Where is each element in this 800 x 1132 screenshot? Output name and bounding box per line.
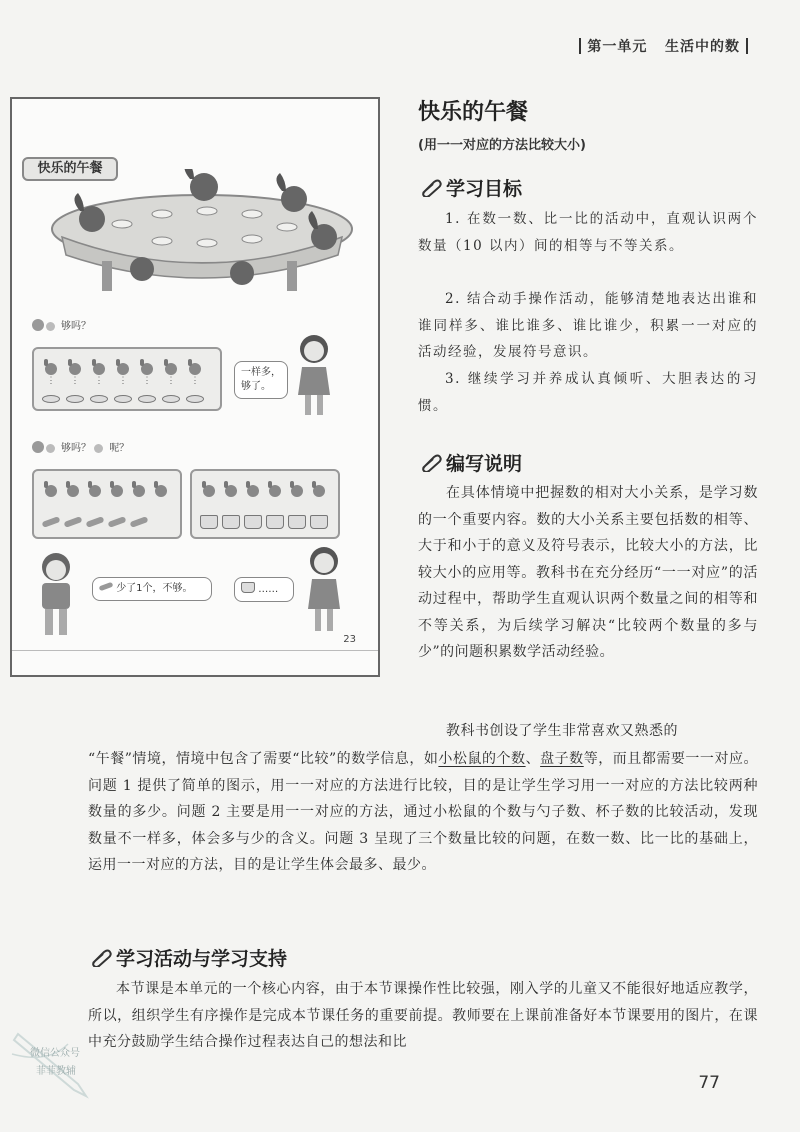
spoon-icon — [86, 516, 105, 528]
squirrel-icon — [186, 359, 204, 377]
plate-icon — [162, 395, 180, 403]
spoon-icon — [64, 516, 83, 528]
spoon-small-icon — [46, 444, 55, 453]
bullet-dot-small-icon — [46, 322, 55, 331]
lesson-subtitle: (用一一对应的方法比较大小) — [418, 138, 586, 153]
plate-icon — [138, 395, 156, 403]
bubble-not-enough-text: 少了1个，不够。 — [116, 583, 193, 594]
goals-heading — [420, 174, 522, 201]
inset-divider — [12, 650, 378, 652]
activities-heading-text: 学习活动与学习支持 — [116, 948, 288, 970]
notes-paragraph-2-first-line: 教科书创设了学生非常喜欢又熟悉的 — [446, 723, 678, 739]
cup-small-icon — [94, 444, 103, 453]
notes-p2-underline-squirrels: 小松鼠的个数 — [438, 751, 526, 767]
squirrel-icon — [162, 359, 180, 377]
watermark-line1: 微信公众号 — [30, 1048, 80, 1059]
notes-paragraph-2 — [88, 746, 758, 879]
squirrel-icon — [222, 481, 240, 499]
bubble-ellipsis-text: …… — [258, 584, 279, 595]
squirrel-icon — [66, 359, 84, 377]
goal-item-1: 1. 在数一数、比一比的活动中，直观认识两个数量（10 以内）间的相等与不等关系。 — [418, 211, 758, 254]
speech-bubble-equal — [234, 361, 288, 399]
spoon-icon — [99, 582, 114, 591]
header-bar-left — [579, 38, 581, 54]
watermark-line2: 菲菲教辅 — [36, 1066, 76, 1077]
cup-icon — [222, 515, 240, 529]
squirrel-icon — [288, 481, 306, 499]
squirrel-icon — [42, 481, 60, 499]
squirrel-icon — [266, 481, 284, 499]
squirrel-icon — [138, 359, 156, 377]
notes-p2-text-a: “午餐”情境，情境中包含了需要“比较”的数学信息，如 — [88, 751, 439, 767]
textbook-inset-page — [10, 97, 380, 677]
paperclip-icon — [420, 454, 442, 472]
header-section: 生活中的数 — [665, 39, 740, 55]
squirrel-icon — [108, 481, 126, 499]
question-2 — [32, 439, 129, 454]
spoon-icon — [42, 516, 61, 528]
squirrel-icon — [244, 481, 262, 499]
cup-icon — [200, 515, 218, 529]
squirrel-icon — [90, 359, 108, 377]
goals-heading-text: 学习目标 — [446, 178, 523, 200]
squirrel-spoon-panel — [32, 469, 182, 539]
notes-p2-text-b: 等，而且都需要一一对应。问题 1 提供了简单的图示，用一一对应的方法进行比较，目的是让学生学习用一一对应的方法比较两种数量的多少。问题 2 主要是用一一对应的方法，通过小松鼠的个数与勺子数、杯子数的比较活动，发现数量不一样多，体会多与少的含义。问题 3 呈现了三个数量比较的问题，在数一数、比一比的基础上，运用一一对应的方法，目的是让学生体会最多、最少。 — [88, 751, 759, 873]
lesson-title: 快乐的午餐 — [418, 100, 529, 125]
squirrel-icon — [42, 359, 60, 377]
inset-title-tag: 快乐的午餐 — [22, 157, 118, 181]
goal-item-2: 2. 结合动手操作活动，能够清楚地表达出谁和谁同样多、谁比谁多、谁比谁少，积累一一对应的活动经验，发展符号意识。 — [418, 291, 758, 360]
notes-paragraph-1: 在具体情境中把握数的相对大小关系，是学习数的一个重要内容。数的大小关系主要包括数的相等、大于和小于的意义及符号表示，比较大小的方法，比较大小的应用等。教科书在充分经历“一一对应”的活动过程中，帮助学生直观认识两个数量之间的相等和不等关系，为后续学习解决“比较两个数量的多与少”的问题积累数学活动经验。 — [418, 485, 758, 660]
notes-p2-underline-plates: 盘子数 — [540, 751, 584, 767]
bubble-text-line2: 够了。 — [241, 381, 271, 392]
cup-icon — [266, 515, 284, 529]
squirrel-cup-panel — [190, 469, 340, 539]
plate-icon — [114, 395, 132, 403]
question-2-text-b: 呢？ — [109, 443, 130, 454]
inset-page-number: 23 — [343, 634, 356, 645]
paperclip-icon — [420, 179, 442, 197]
squirrel-icon — [152, 481, 170, 499]
squirrels-at-table-illustration — [32, 169, 362, 299]
activities-paragraph-1: 本节课是本单元的一个核心内容，由于本节课操作性比较强，刚入学的儿童又不能很好地适应教学，所以，组织学生有序操作是完成本节课任务的重要前提。教师要在上课前准备好本节课要用的图片，在课中充分鼓励学生结合操作过程表达自己的想法和比 — [88, 981, 758, 1050]
question-1-text: 够吗？ — [61, 321, 91, 332]
squirrel-icon — [130, 481, 148, 499]
spoon-icon — [130, 516, 149, 528]
notes-p2-separator: 、 — [525, 751, 541, 767]
cup-icon — [241, 582, 255, 593]
goal-item-3: 3. 继续学习并养成认真倾听、大胆表达的习惯。 — [418, 371, 758, 414]
page-number: 77 — [698, 1073, 720, 1093]
cup-icon — [244, 515, 262, 529]
cup-icon — [288, 515, 306, 529]
bullet-dot-icon — [32, 441, 44, 453]
plate-icon — [42, 395, 60, 403]
question-1 — [32, 317, 91, 332]
header-unit: 第一单元 — [587, 39, 648, 55]
notes-heading-text: 编写说明 — [446, 453, 523, 475]
squirrel-plate-panel: ⋮ ⋮ ⋮ ⋮ ⋮ ⋮ ⋮ — [32, 347, 222, 411]
activities-heading — [90, 944, 287, 971]
bullet-dot-icon — [32, 319, 44, 331]
boy-character-illustration — [34, 549, 78, 639]
running-header — [573, 36, 754, 56]
squirrel-icon — [86, 481, 104, 499]
cup-icon — [310, 515, 328, 529]
speech-bubble-ellipsis — [234, 577, 294, 602]
bubble-text-line1: 一样多， — [241, 367, 281, 378]
paperclip-icon — [90, 949, 112, 967]
plate-icon — [90, 395, 108, 403]
squirrel-icon — [64, 481, 82, 499]
notes-heading — [420, 449, 522, 476]
squirrel-icon — [310, 481, 328, 499]
question-2-text-a: 够吗？ — [61, 443, 91, 454]
speech-bubble-not-enough — [92, 577, 212, 601]
girl-character-illustration — [304, 543, 344, 635]
watermark — [8, 1020, 118, 1100]
girl-character-illustration — [294, 331, 334, 419]
squirrel-icon — [200, 481, 218, 499]
squirrel-icon — [114, 359, 132, 377]
spoon-icon — [108, 516, 127, 528]
header-bar-right — [746, 38, 748, 54]
plate-icon — [186, 395, 204, 403]
plate-icon — [66, 395, 84, 403]
